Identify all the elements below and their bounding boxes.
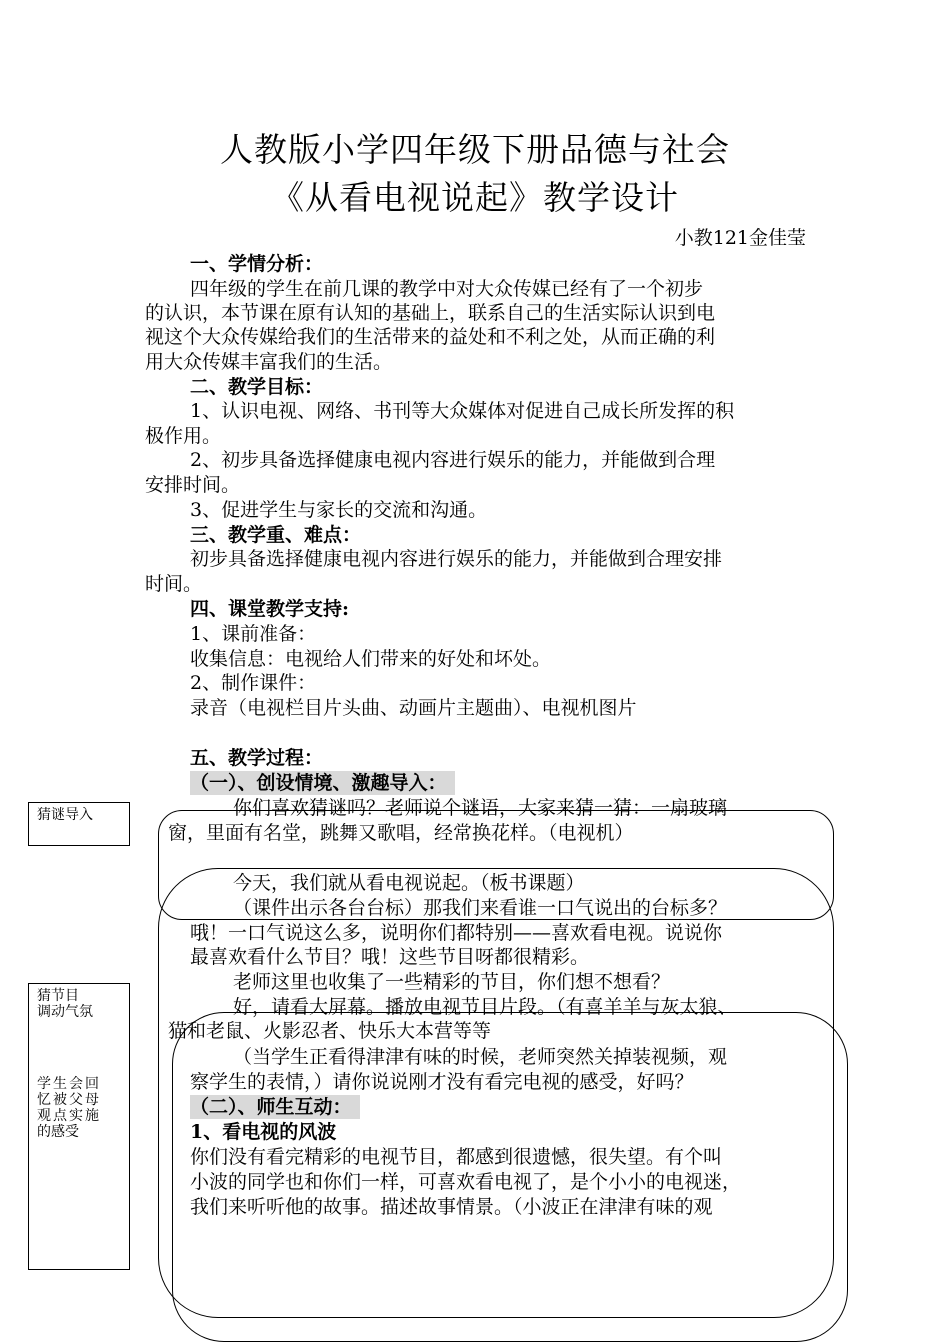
paragraph-line: 四年级的学生在前几课的教学中对大众传媒已经有了一个初步 (190, 278, 704, 300)
paragraph-line: 最喜欢看什么节目？哦！这些节目呀都很精彩。 (190, 946, 590, 968)
paragraph-line: 3、促进学生与家长的交流和沟通。 (190, 499, 488, 521)
paragraph-line: 察学生的表情，）请你说说刚才没有看完电视的感受，好吗？ (190, 1071, 694, 1093)
paragraph-line: 猫和老鼠、火影忍者、快乐大本营等等 (168, 1020, 492, 1042)
side-note-text: 的感受 (37, 1124, 79, 1140)
paragraph-line: 的认识，本节课在原有认知的基础上，联系自己的生活实际认识到电 (145, 302, 716, 324)
side-note-text: 观点实施 (37, 1108, 101, 1124)
side-note-text: 学生会回 (37, 1076, 101, 1092)
subsection-heading-2: （二）、师生互动： (190, 1095, 360, 1119)
side-note-text: 猜节目 (37, 988, 79, 1004)
paragraph-line: 你们没有看完精彩的电视节目，都感到很遗憾，很失望。有个叫 (190, 1146, 723, 1168)
paragraph-line: 2、制作课件： (190, 672, 317, 694)
paragraph-line: 视这个大众传媒给我们的生活带来的益处和不利之处，从而正确的利 (145, 326, 716, 348)
paragraph-line: 1、课前准备： (190, 623, 317, 645)
paragraph-line: 2、初步具备选择健康电视内容进行娱乐的能力，并能做到合理 (190, 449, 716, 471)
paragraph-line: （课件出示各台台标）那我们来看谁一口气说出的台标多？ (233, 897, 728, 919)
paragraph-line: 哦！一口气说这么多，说明你们都特别——喜欢看电视。说说你 (190, 922, 723, 944)
section-heading-1: 一、学情分析： (190, 253, 324, 275)
paragraph-line: 初步具备选择健康电视内容进行娱乐的能力，并能做到合理安排 (190, 548, 723, 570)
title-line-2: 《从看电视说起》教学设计 (271, 178, 679, 217)
paragraph-line: 我们来听听他的故事。描述故事情景。（小波正在津津有味的观 (190, 1196, 713, 1218)
section-heading-2: 二、教学目标： (190, 376, 324, 398)
paragraph-line: 极作用。 (145, 425, 222, 447)
paragraph-line: 今天，我们就从看电视说起。（板书课题） (233, 872, 585, 894)
paragraph-line: 老师这里也收集了一些精彩的节目，你们想不想看？ (233, 971, 671, 993)
paragraph-line: 安排时间。 (145, 474, 241, 496)
side-note-text: 调动气氛 (37, 1004, 93, 1020)
author: 小教121金佳莹 (674, 227, 806, 249)
paragraph-line: 1、认识电视、网络、书刊等大众媒体对促进自己成长所发挥的积 (190, 400, 735, 422)
paragraph-line: 收集信息：电视给人们带来的好处和坏处。 (190, 648, 552, 670)
section-heading-3: 三、教学重、难点： (190, 524, 362, 546)
side-note-spacer (37, 1020, 121, 1076)
annotation-oval (172, 1012, 848, 1342)
paragraph-line: 小波的同学也和你们一样，可喜欢看电视了，是个小小的电视迷， (190, 1171, 742, 1193)
subsection-heading-1: （一）、创设情境、激趣导入： (190, 771, 455, 795)
side-note-riddle (28, 802, 130, 846)
side-note-program (28, 983, 130, 1270)
section-heading-5: 五、教学过程： (190, 747, 324, 769)
side-note-text: 猜谜导入 (37, 807, 93, 823)
title-line-1: 人教版小学四年级下册品德与社会 (220, 130, 730, 169)
paragraph-line: 窗，里面有名堂，跳舞又歌唱，经常换花样。（电视机） (168, 822, 634, 844)
topic-heading: 1、看电视的风波 (190, 1121, 337, 1143)
paragraph-line: （当学生正看得津津有味的时候，老师突然关掉装视频，观 (233, 1046, 728, 1068)
paragraph-line: 用大众传媒丰富我们的生活。 (145, 351, 393, 373)
paragraph-line: 时间。 (145, 573, 203, 595)
section-heading-4: 四、课堂教学支持: (190, 598, 350, 620)
side-note-text: 忆被父母 (37, 1092, 101, 1108)
paragraph-line: 好，请看大屏幕。播放电视节目片段。（有喜羊羊与灰太狼、 (233, 996, 737, 1018)
paragraph-line: 录音（电视栏目片头曲、动画片主题曲）、电视机图片 (190, 697, 637, 719)
paragraph-line: 你们喜欢猜谜吗？老师说个谜语，大家来猜一猜：一扇玻璃 (233, 797, 728, 819)
